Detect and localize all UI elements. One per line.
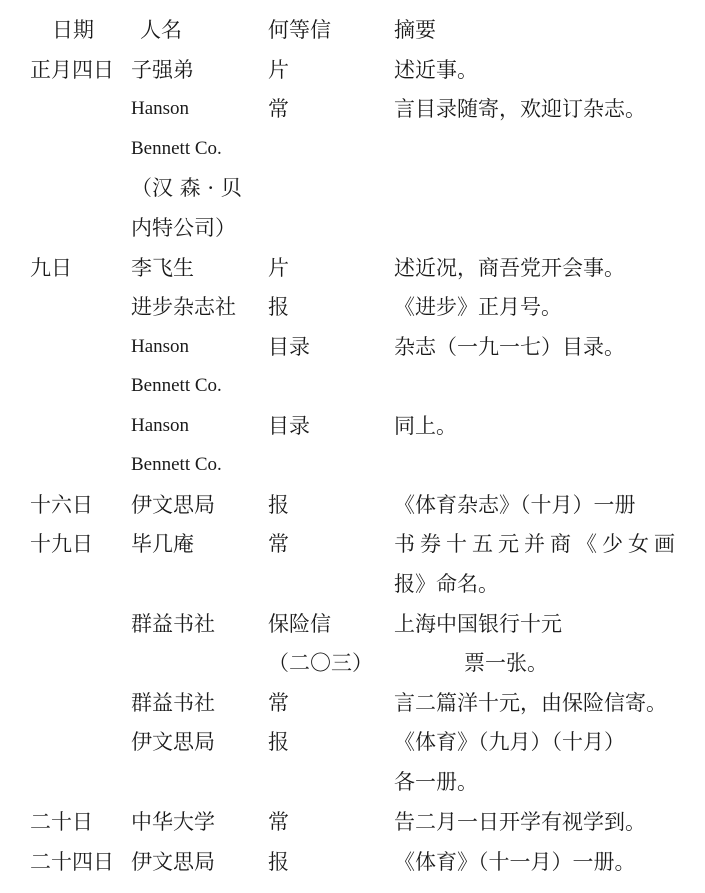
entry-letter-type: 常 (268, 691, 289, 715)
entry-letter-type: 目录 (268, 335, 310, 359)
table-row (0, 248, 705, 288)
table-row (0, 564, 705, 604)
entry-date: 九日 (30, 256, 72, 280)
table-row (0, 445, 705, 485)
entry-name: 群益书社 (131, 612, 215, 636)
entry-name: 伊文思局 (131, 850, 215, 874)
entry-date: 二十四日 (30, 850, 114, 874)
entry-letter-type: 常 (268, 97, 289, 121)
entry-date: 二十日 (30, 810, 93, 834)
entry-summary: 票一张。 (464, 651, 548, 675)
entry-letter-type: 常 (268, 810, 289, 834)
entry-name: 伊文思局 (131, 730, 215, 754)
table-row (0, 762, 705, 802)
entry-letter-type: 片 (268, 58, 289, 82)
entry-name: 毕几庵 (131, 532, 194, 556)
table-row (0, 524, 705, 564)
entry-summary: 言目录随寄，欢迎订杂志。 (394, 97, 646, 121)
entry-summary: 《进步》正月号。 (394, 295, 562, 319)
entry-summary: 述近事。 (394, 58, 478, 82)
entry-letter-type: 报 (268, 493, 289, 517)
entry-name: Hanson (131, 336, 190, 357)
entry-letter-type: （二〇三） (268, 651, 373, 675)
table-row (0, 683, 705, 723)
entry-letter-type: 报 (268, 730, 289, 754)
table-row (0, 208, 705, 248)
table-row (0, 604, 705, 644)
header-name: 人名 (140, 18, 182, 42)
entry-name: Bennett Co. (131, 138, 222, 159)
entry-letter-type: 目录 (268, 414, 310, 438)
entry-name: 群益书社 (131, 691, 215, 715)
entry-name: 内特公司） (131, 216, 236, 240)
entry-letter-type: 片 (268, 256, 289, 280)
table-row (0, 287, 705, 327)
table-row (0, 129, 705, 169)
header-summary: 摘要 (394, 18, 436, 42)
entry-name: Bennett Co. (131, 454, 222, 475)
entry-date: 十九日 (30, 532, 93, 556)
entry-name: 中华大学 (131, 810, 215, 834)
entry-summary: 各一册。 (394, 770, 478, 794)
entry-letter-type: 报 (268, 295, 289, 319)
entry-letter-type: 常 (268, 532, 289, 556)
entry-date: 十六日 (30, 493, 93, 517)
entry-date: 正月四日 (30, 58, 114, 82)
entry-summary: 言二篇洋十元，由保险信寄。 (394, 691, 667, 715)
entry-name: 伊文思局 (131, 493, 215, 517)
entry-letter-type: 保险信 (268, 612, 331, 636)
table-row (0, 327, 705, 367)
entry-summary: 杂志（一九一七）目录。 (394, 335, 625, 359)
entry-summary: 书券十五元并商《少女画 (394, 532, 680, 556)
entry-name: （汉 森 · 贝 (131, 176, 242, 200)
entry-summary: 上海中国银行十元 (394, 612, 562, 636)
entry-summary: 《体育》（十一月）一册。 (394, 850, 636, 874)
table-row (0, 89, 705, 129)
table-row (0, 50, 705, 90)
entry-summary: 同上。 (394, 414, 457, 438)
table-row (0, 406, 705, 446)
entry-name: 进步杂志社 (131, 295, 236, 319)
table-row (0, 168, 705, 208)
entry-summary: 述近况，商吾党开会事。 (394, 256, 625, 280)
table-row (0, 366, 705, 406)
entry-summary: 《体育杂志》（十月）一册 (394, 493, 636, 517)
entry-name: Bennett Co. (131, 375, 222, 396)
entry-letter-type: 报 (268, 850, 289, 874)
entry-name: Hanson (131, 415, 190, 436)
entry-summary: 《体育》（九月）（十月） (394, 730, 625, 754)
entry-name: Hanson (131, 98, 190, 119)
table-row (0, 643, 705, 683)
header-date: 日期 (52, 18, 94, 42)
entry-summary: 报》命名。 (394, 572, 499, 596)
entry-summary: 告二月一日开学有视学到。 (394, 810, 646, 834)
table-row (0, 842, 705, 882)
table-header (0, 10, 705, 50)
entry-name: 子强弟 (131, 58, 194, 82)
table-row (0, 485, 705, 525)
table-row (0, 722, 705, 762)
entry-name: 李飞生 (131, 256, 194, 280)
header-letter-type: 何等信 (268, 18, 331, 42)
table-row (0, 802, 705, 842)
